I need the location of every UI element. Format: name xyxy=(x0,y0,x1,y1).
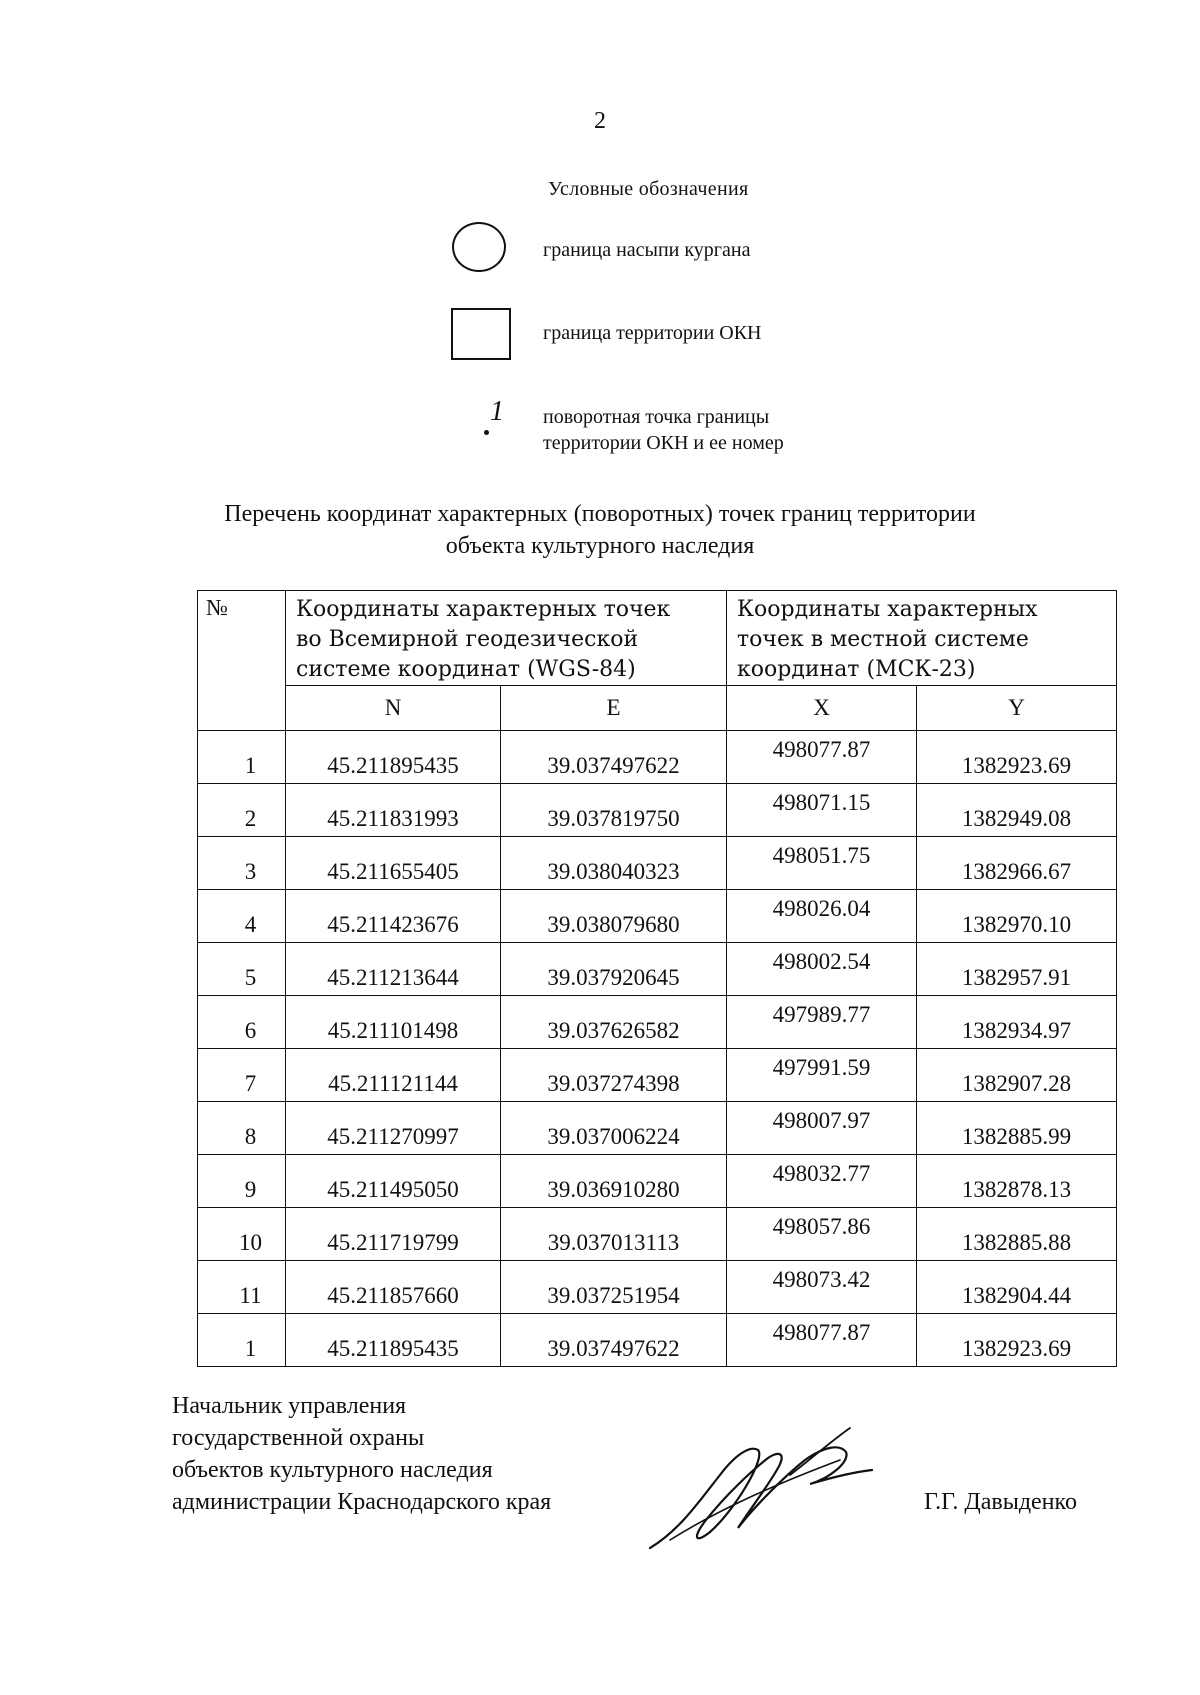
cell-y: 1382949.08 xyxy=(917,784,1117,837)
signer-title-line4: администрации Краснодарского края xyxy=(172,1489,552,1515)
cell-y: 1382966.67 xyxy=(917,837,1117,890)
table-row xyxy=(198,1102,1117,1155)
cell-number: 5 xyxy=(198,943,286,996)
legend-label-turning-point xyxy=(543,404,784,456)
square-icon xyxy=(451,308,511,360)
cell-n: 45.211831993 xyxy=(286,784,501,837)
table-row xyxy=(198,1314,1117,1367)
header-x: X xyxy=(727,686,917,731)
cell-e: 39.037013113 xyxy=(501,1208,727,1261)
cell-x: 497991.59 xyxy=(727,1049,917,1102)
header-wgs84-line3: системе координат (WGS-84) xyxy=(296,657,636,682)
cell-x: 498077.87 xyxy=(727,1314,917,1367)
header-e: E xyxy=(501,686,727,731)
list-title-line2: объекта культурного наследия xyxy=(445,533,755,559)
cell-y: 1382970.10 xyxy=(917,890,1117,943)
cell-number: 4 xyxy=(198,890,286,943)
handwritten-signature xyxy=(640,1420,880,1560)
coordinates-table xyxy=(197,590,1117,1367)
header-msk23-line2: точек в местной системе xyxy=(737,627,1029,652)
cell-n: 45.211121144 xyxy=(286,1049,501,1102)
cell-n: 45.211655405 xyxy=(286,837,501,890)
cell-y: 1382934.97 xyxy=(917,996,1117,1049)
cell-e: 39.037497622 xyxy=(501,731,727,784)
header-msk23-line3: координат (МСК-23) xyxy=(737,657,976,682)
cell-number: 6 xyxy=(198,996,286,1049)
point-number: 1 xyxy=(490,396,504,427)
cell-x: 498026.04 xyxy=(727,890,917,943)
cell-x: 498032.77 xyxy=(727,1155,917,1208)
cell-number: 1 xyxy=(198,731,286,784)
cell-y: 1382885.99 xyxy=(917,1102,1117,1155)
cell-e: 39.036910280 xyxy=(501,1155,727,1208)
header-n: N xyxy=(286,686,501,731)
table-row xyxy=(198,784,1117,837)
cell-n: 45.211213644 xyxy=(286,943,501,996)
signer-name: Г.Г. Давыденко xyxy=(924,1489,1077,1515)
legend-label-mound-boundary: граница насыпи кургана xyxy=(543,239,751,261)
cell-e: 39.037626582 xyxy=(501,996,727,1049)
cell-number: 1 xyxy=(198,1314,286,1367)
signer-title-line2: государственной охраны xyxy=(172,1425,425,1451)
legend-label-turning-point-line2: территории ОКН и ее номер xyxy=(543,432,784,454)
cell-x: 498077.87 xyxy=(727,731,917,784)
cell-e: 39.037920645 xyxy=(501,943,727,996)
table-row xyxy=(198,731,1117,784)
cell-e: 39.037251954 xyxy=(501,1261,727,1314)
cell-y: 1382904.44 xyxy=(917,1261,1117,1314)
cell-n: 45.211423676 xyxy=(286,890,501,943)
point-dot xyxy=(484,430,489,435)
signer-title-line1: Начальник управления xyxy=(172,1393,407,1419)
cell-y: 1382923.69 xyxy=(917,731,1117,784)
cell-x: 498051.75 xyxy=(727,837,917,890)
cell-e: 39.038079680 xyxy=(501,890,727,943)
cell-n: 45.211101498 xyxy=(286,996,501,1049)
cell-y: 1382885.88 xyxy=(917,1208,1117,1261)
table-row xyxy=(198,1049,1117,1102)
header-msk23 xyxy=(727,591,1117,686)
table-row xyxy=(198,1208,1117,1261)
header-wgs84-line2: во Всемирной геодезической xyxy=(296,627,639,652)
header-wgs84-line1: Координаты характерных точек xyxy=(296,597,671,622)
cell-n: 45.211895435 xyxy=(286,1314,501,1367)
point-icon xyxy=(478,396,508,440)
cell-number: 9 xyxy=(198,1155,286,1208)
header-wgs84 xyxy=(286,591,727,686)
table-row xyxy=(198,1155,1117,1208)
cell-number: 7 xyxy=(198,1049,286,1102)
cell-number: 3 xyxy=(198,837,286,890)
list-title-line1: Перечень координат характерных (поворотных) точек границ территории xyxy=(224,501,976,527)
cell-x: 498007.97 xyxy=(727,1102,917,1155)
cell-n: 45.211895435 xyxy=(286,731,501,784)
cell-number: 2 xyxy=(198,784,286,837)
header-msk23-line1: Координаты характерных xyxy=(737,597,1038,622)
legend-label-territory-boundary: граница территории ОКН xyxy=(543,322,762,344)
legend-label-turning-point-line1: поворотная точка границы xyxy=(543,406,770,428)
signer-title xyxy=(172,1390,551,1518)
cell-n: 45.211495050 xyxy=(286,1155,501,1208)
cell-x: 497989.77 xyxy=(727,996,917,1049)
cell-y: 1382923.69 xyxy=(917,1314,1117,1367)
cell-e: 39.037819750 xyxy=(501,784,727,837)
page-number: 2 xyxy=(594,108,606,134)
header-y: Y xyxy=(917,686,1117,731)
cell-number: 11 xyxy=(198,1261,286,1314)
header-number: № xyxy=(198,591,286,731)
cell-x: 498071.15 xyxy=(727,784,917,837)
table-row xyxy=(198,890,1117,943)
cell-y: 1382957.91 xyxy=(917,943,1117,996)
cell-n: 45.211857660 xyxy=(286,1261,501,1314)
cell-e: 39.037274398 xyxy=(501,1049,727,1102)
cell-x: 498002.54 xyxy=(727,943,917,996)
circle-icon xyxy=(452,222,506,272)
table-row xyxy=(198,1261,1117,1314)
cell-number: 8 xyxy=(198,1102,286,1155)
cell-y: 1382907.28 xyxy=(917,1049,1117,1102)
table-row xyxy=(198,837,1117,890)
table-row xyxy=(198,996,1117,1049)
cell-x: 498057.86 xyxy=(727,1208,917,1261)
cell-e: 39.038040323 xyxy=(501,837,727,890)
cell-x: 498073.42 xyxy=(727,1261,917,1314)
cell-e: 39.037497622 xyxy=(501,1314,727,1367)
legend-title: Условные обозначения xyxy=(548,178,749,200)
cell-e: 39.037006224 xyxy=(501,1102,727,1155)
cell-y: 1382878.13 xyxy=(917,1155,1117,1208)
table-body xyxy=(198,731,1117,1367)
cell-n: 45.211270997 xyxy=(286,1102,501,1155)
cell-n: 45.211719799 xyxy=(286,1208,501,1261)
signer-title-line3: объектов культурного наследия xyxy=(172,1457,493,1483)
table-row xyxy=(198,943,1117,996)
list-title xyxy=(0,498,1200,562)
cell-number: 10 xyxy=(198,1208,286,1261)
